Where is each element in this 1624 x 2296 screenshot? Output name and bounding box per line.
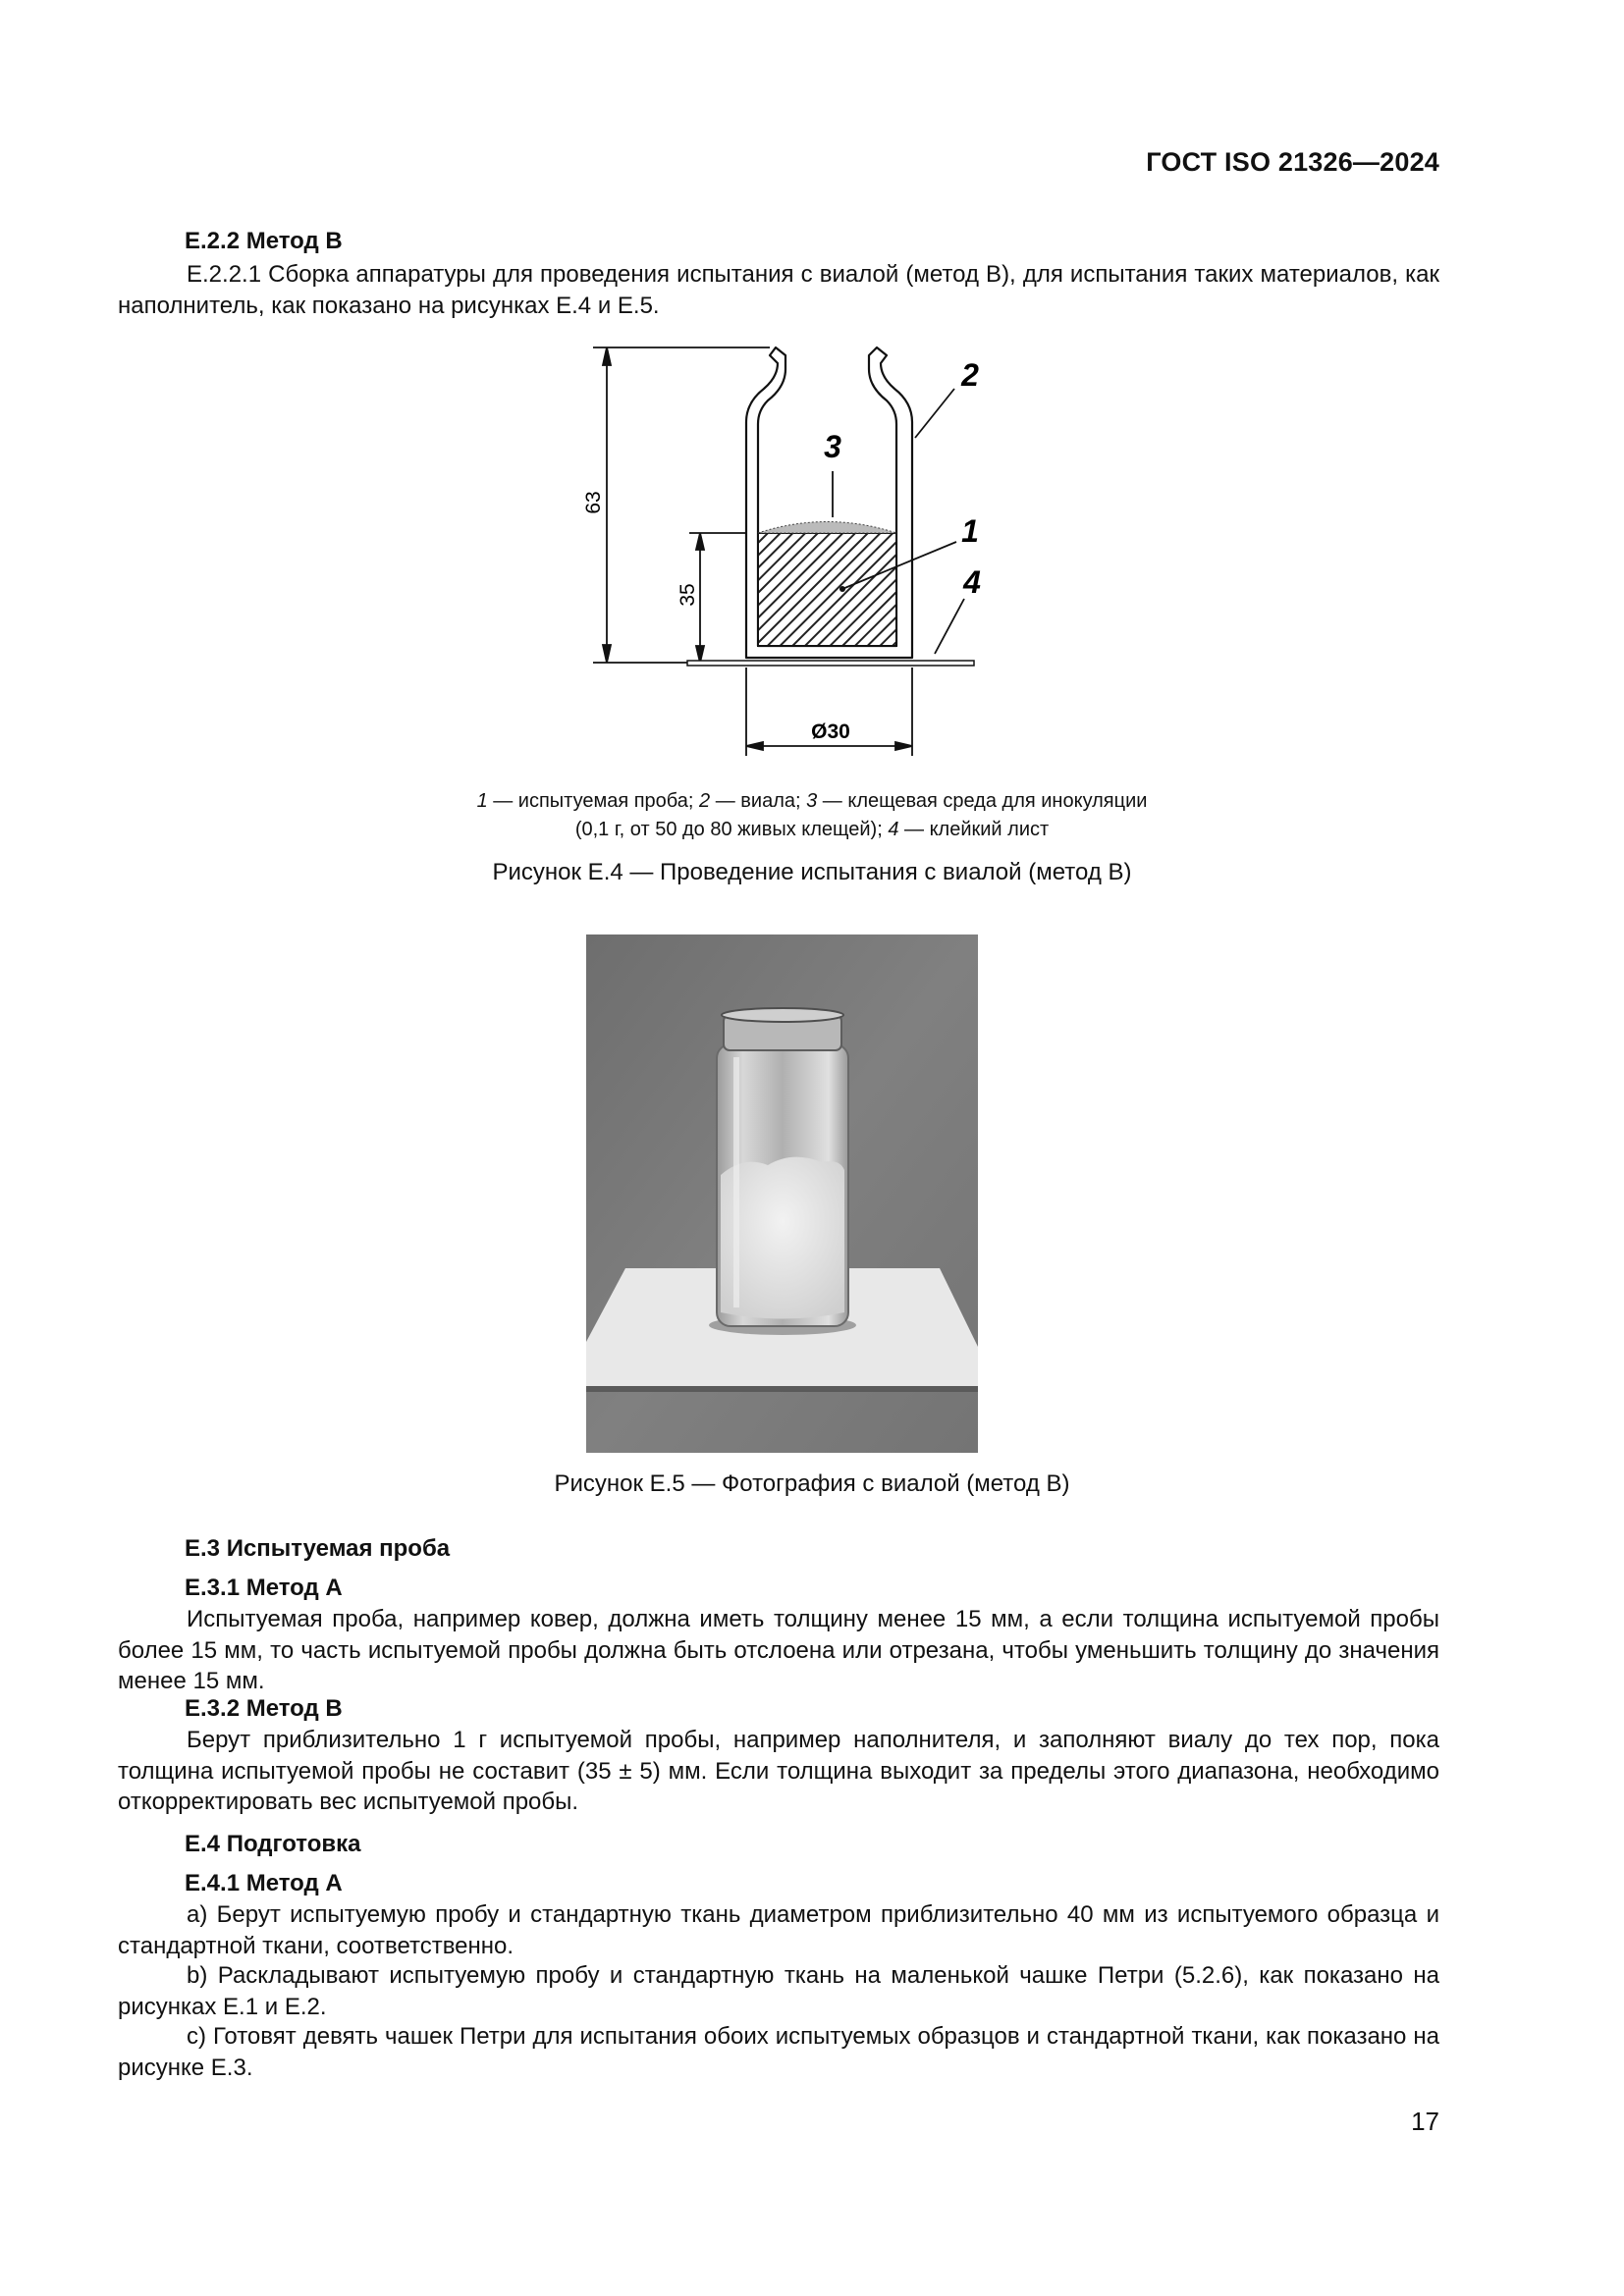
photo-vial-highlight — [733, 1057, 739, 1308]
dimension-diameter-label: Ø30 — [811, 721, 850, 743]
paragraph-e31: Испытуемая проба, например ковер, должна иметь толщину менее 15 мм, а если толщина испытуемой пробы более 15 мм, то часть испытуемой пробы должна быть отслоена или отрезана, чтобы уменьшить толщину до значения менее 15 мм. — [118, 1606, 1439, 1694]
dimension-63-line — [593, 347, 770, 663]
section-e32-heading: E.3.2 Метод В — [185, 1695, 343, 1722]
callout-label-4: 4 — [963, 564, 981, 600]
legend-line-1: 1 — испытуемая проба; 2 — виала; 3 — клещевая среда для инокуляции — [476, 790, 1148, 812]
legend-line-2: (0,1 г, от 50 до 80 живых клещей); 4 — клейкий лист — [574, 819, 1050, 840]
adhesive-sheet — [687, 661, 974, 666]
paragraph-e32: Берут приблизительно 1 г испытуемой пробы, например наполнителя, и заполняют виалу до тех пор, пока толщина испытуемой пробы не составит (35 ± 5) мм. Если толщина выходит за пределы этого диапазона, необходимо откорректировать вес испытуемой пробы. — [118, 1727, 1439, 1815]
section-e4-heading: E.4 Подготовка — [185, 1831, 361, 1857]
figure-e4-drawing — [582, 339, 1001, 761]
callout-label-1: 1 — [961, 513, 979, 549]
paragraph-e41-a: a) Берут испытуемую пробу и стандартную ткань диаметром приблизительно 40 мм из испытуемого образца и стандартной ткани, соответственно. — [118, 1901, 1439, 1959]
dimension-35-label: 35 — [677, 583, 699, 607]
standard-header: ГОСТ ISO 21326—2024 — [1146, 147, 1439, 177]
paragraph-e41-c: c) Готовят девять чашек Петри для испытания обоих испытуемых образцов и стандартной ткани, как показано на рисунке E.3. — [118, 2023, 1439, 2081]
dimension-63-label: 63 — [582, 491, 605, 514]
section-e22-heading: E.2.2 Метод В — [185, 228, 343, 254]
test-sample-hatched — [758, 533, 896, 646]
section-e31-heading: E.3.1 Метод А — [185, 1575, 343, 1601]
photo-paper-shadow — [586, 1386, 978, 1392]
section-e3-heading: E.3 Испытуемая проба — [185, 1535, 451, 1562]
figure-e4-legend — [0, 787, 1624, 844]
callout-label-2: 2 — [961, 357, 979, 393]
figure-e4-caption: Рисунок E.4 — Проведение испытания с виалой (метод В) — [492, 859, 1132, 885]
page-number: 17 — [1411, 2107, 1439, 2136]
paragraph-e221: E.2.2.1 Сборка аппаратуры для проведения испытания с виалой (метод В), для испытания таких материалов, как наполнитель, как показано на рисунках E.4 и E.5. — [118, 261, 1439, 319]
paragraph-e41-b: b) Раскладывают испытуемую пробу и стандартную ткань на маленькой чашке Петри (5.2.6), как показано на рисунках E.1 и E.2. — [118, 1962, 1439, 2020]
figure-e5-photo — [586, 934, 978, 1453]
section-e41-heading: E.4.1 Метод А — [185, 1870, 343, 1896]
photo-vial-lip — [722, 1008, 843, 1022]
sample-center-dot — [839, 586, 845, 592]
figure-e5-caption: Рисунок E.5 — Фотография с виалой (метод В) — [554, 1470, 1070, 1497]
callout-label-3: 3 — [824, 429, 841, 464]
mite-medium-layer — [758, 522, 896, 534]
